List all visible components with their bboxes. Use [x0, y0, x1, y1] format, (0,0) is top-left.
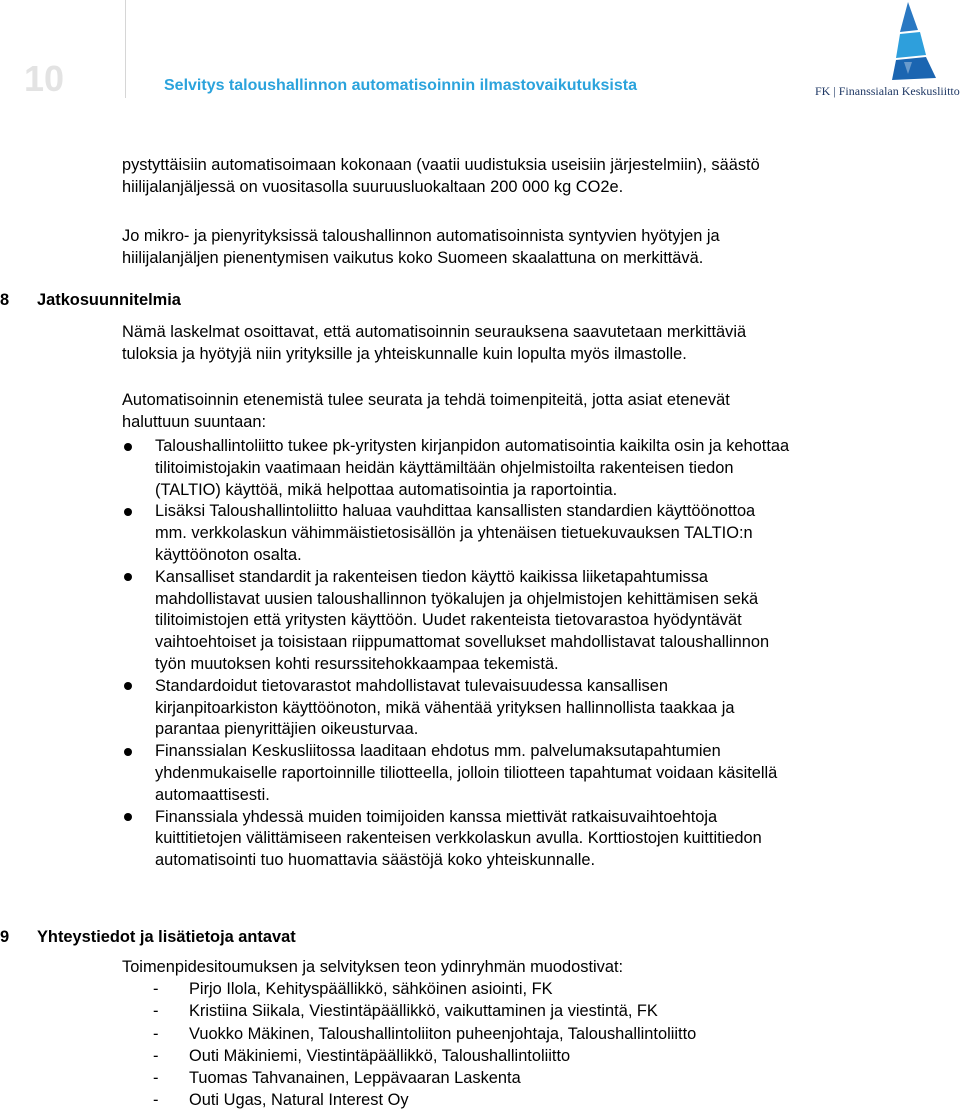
- list-line: automaattisesti.: [155, 785, 270, 804]
- contact-item: [153, 1067, 696, 1089]
- bullet-icon: [124, 443, 132, 451]
- list-line: tilitoimistojakin vaatimaan heidän käyttämiltään ohjelmistoilta rakenteisen tiedon: [155, 458, 734, 477]
- contact-item: [153, 1089, 696, 1111]
- list-line: Standardoidut tietovarastot mahdollistavat tulevaisuudessa kansallisen: [155, 676, 668, 695]
- bullet-icon: [124, 508, 132, 516]
- paragraph-line: Automatisoinnin etenemistä tulee seurata ja tehdä toimenpiteitä, jotta asiat etenevät: [122, 391, 730, 409]
- bullet-icon: [124, 748, 132, 756]
- contact-item: [153, 1023, 696, 1045]
- section-number: 9: [0, 928, 10, 946]
- intro-line: Jo mikro- ja pienyrityksissä taloushallinnon automatisoinnista syntyvien hyötyjen ja: [122, 227, 720, 245]
- contact-text: Kristiina Siikala, Viestintäpäällikkö, vaikuttaminen ja viestintä, FK: [189, 1002, 658, 1021]
- paragraph-line: haluttuun suuntaan:: [122, 413, 266, 431]
- dash-marker: -: [153, 1069, 159, 1088]
- bullet-list: [122, 436, 789, 872]
- list-line: (TALTIO) käyttöä, mikä helpottaa automatisointia ja raportointia.: [155, 480, 618, 499]
- intro-line: hiilijalanjäljen pienentymisen vaikutus koko Suomeen skaalattuna on merkittävä.: [122, 249, 704, 267]
- header-divider: [125, 0, 126, 98]
- contact-text: Outi Ugas, Natural Interest Oy: [189, 1091, 409, 1110]
- section-number: 8: [0, 291, 10, 309]
- list-line: käyttöönoton osalta.: [155, 545, 302, 564]
- contact-list: [153, 978, 696, 1112]
- dash-marker: -: [153, 1002, 159, 1021]
- list-item: [122, 567, 789, 676]
- list-line: Finanssialan Keskusliitossa laaditaan ehdotus mm. palvelumaksutapahtumien: [155, 742, 721, 761]
- list-line: kirjanpitoarkiston käyttöönoton, mikä vähentää yrityksen hallinnollista taakkaa ja: [155, 698, 735, 717]
- list-line: yhdenmukaiselle raportoinnille tiliotteella, jolloin tiliotteen tapahtumat voidaan käsitellä: [155, 763, 778, 782]
- list-item: [122, 501, 789, 566]
- list-line: automatisointi tuo huomattavia säästöjä koko yhteiskunnalle.: [155, 851, 596, 870]
- intro-line: pystyttäisiin automatisoimaan kokonaan (vaatii uudistuksia useisiin järjestelmiin), säästö: [122, 156, 760, 174]
- contact-text: Tuomas Tahvanainen, Leppävaaran Laskenta: [189, 1069, 521, 1088]
- list-line: Taloushallintoliitto tukee pk-yritysten kirjanpidon automatisointia kaikilta osin ja kehottaa: [155, 437, 790, 455]
- list-line: Finanssiala yhdessä muiden toimijoiden kanssa miettivät ratkaisuvaihtoehtoja: [155, 807, 718, 826]
- list-line: tilitoimistojen että yritysten käyttöön. Uudet rakenteista tietovarastoa hyödyntävät: [155, 611, 742, 630]
- contact-item: [153, 1045, 696, 1067]
- dash-marker: -: [153, 1024, 159, 1043]
- paragraph-line: tuloksia ja hyötyjä niin yrityksille ja yhteiskunnalle kuin lopulta myös ilmastolle.: [122, 345, 687, 363]
- list-line: työn muutoksen kohti resurssitehokkaampaa tekemistä.: [155, 654, 559, 673]
- list-item: [122, 436, 789, 501]
- dash-marker: -: [153, 1091, 159, 1110]
- list-line: mahdollistavat uusien taloushallinnon työkalujen ja ohjelmistojen kehittämisen sekä: [155, 589, 759, 608]
- contact-text: Pirjo Ilola, Kehityspäällikkö, sähköinen asiointi, FK: [189, 980, 553, 998]
- logo-text: FK | Finanssialan Keskusliitto: [815, 84, 960, 98]
- dash-marker: -: [153, 1046, 159, 1065]
- list-item: [122, 676, 789, 741]
- list-line: Kansalliset standardit ja rakenteisen tiedon käyttö kaikissa liiketapahtumissa: [155, 567, 709, 586]
- contact-item: [153, 1000, 696, 1022]
- document-title: Selvitys taloushallinnon automatisoinnin ilmastovaikutuksista: [164, 77, 637, 94]
- bullet-icon: [124, 813, 132, 821]
- section-title: Yhteystiedot ja lisätietoja antavat: [37, 928, 296, 946]
- intro-line: hiilijalanjäljessä on vuositasolla suuruusluokaltaan 200 000 kg CO2e.: [122, 178, 624, 196]
- list-item: [122, 741, 789, 806]
- page-number: 10: [24, 58, 65, 99]
- section-title: Jatkosuunnitelmia: [37, 291, 181, 309]
- contact-text: Outi Mäkiniemi, Viestintäpäällikkö, Taloushallintoliitto: [189, 1046, 571, 1065]
- contact-item: [153, 978, 696, 1000]
- list-line: vaihtoehtoiset ja toisistaan riippumattomat sovellukset mahdollistavat taloushallinnon: [155, 633, 770, 652]
- dash-marker: -: [153, 980, 159, 998]
- list-item: [122, 807, 789, 872]
- bullet-icon: [124, 682, 132, 690]
- list-line: Lisäksi Taloushallintoliitto haluaa vauhdittaa kansallisten standardien käyttöönottoa: [155, 502, 756, 521]
- list-line: kuittitietojen välittämiseen rakenteisen verkkolaskun avulla. Korttiostojen kuittitiedon: [155, 829, 762, 848]
- bullet-icon: [124, 573, 132, 581]
- list-line: mm. verkkolaskun vähimmäistietosisällön ja yhtenäisen tietuekuvauksen TALTIO:n: [155, 524, 753, 543]
- contact-text: Vuokko Mäkinen, Taloushallintoliiton puheenjohtaja, Taloushallintoliitto: [189, 1024, 697, 1043]
- paragraph-line: Toimenpidesitoumuksen ja selvityksen teon ydinryhmän muodostivat:: [122, 958, 624, 976]
- paragraph-line: Nämä laskelmat osoittavat, että automatisoinnin seurauksena saavutetaan merkittäviä: [122, 323, 747, 341]
- list-line: parantaa pienyrittäjien oikeusturvaa.: [155, 720, 419, 739]
